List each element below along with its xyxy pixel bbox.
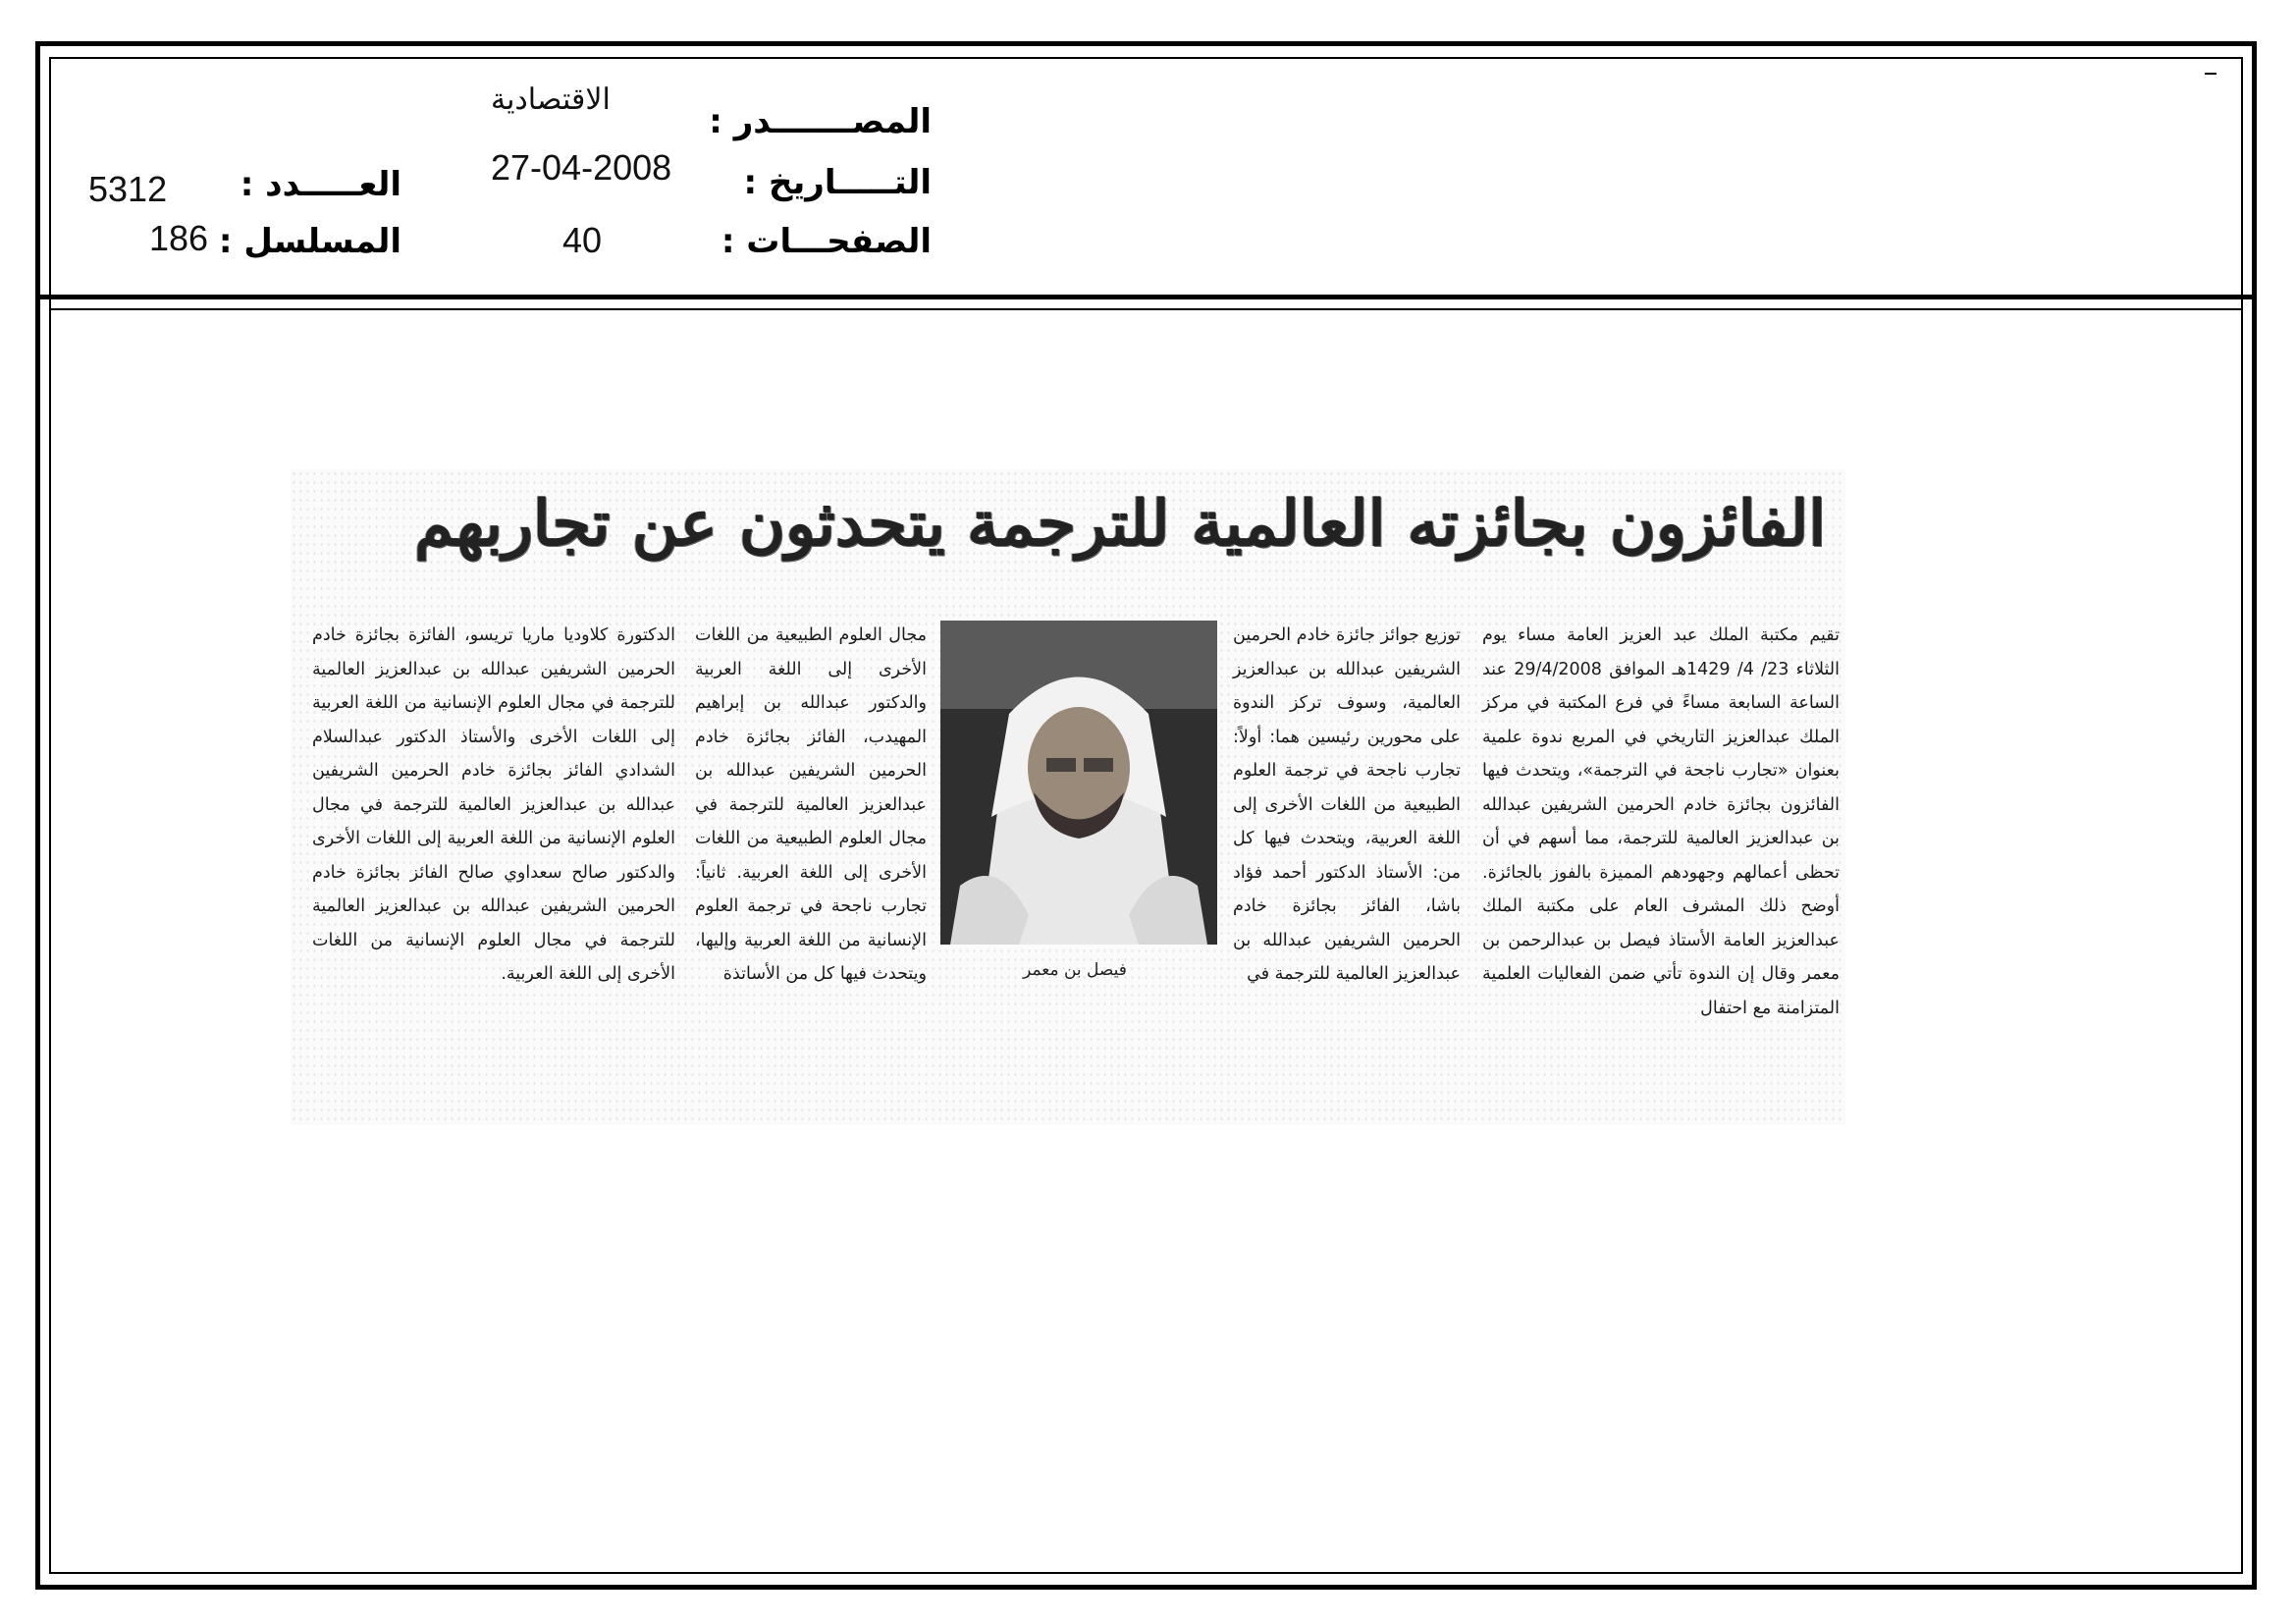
pages-label: الصفحـــات :	[721, 222, 932, 261]
corner-tick	[2205, 73, 2216, 75]
article-column-1: تقيم مكتبة الملك عبد العزيز العامة مساء يوم الثلاثاء 23/ 4/ 1429هـ الموافق 29/4/2008 عند الساعة السابعة مساءً في فرع المكتبة في مركز الملك عبدالعزيز التاريخي في المربع ندوة علمية بعنوان «تجارب ناجحة في الترجمة»، ويتحدث فيها الفائزون بجائزة خادم الحرمين الشريفين عبدالله بن عبدالعزيز العالمية للترجمة، مما أسهم في أن تحظى أعمالهم وجهودهم المميزة بالفوز بالجائزة. أوضح ذلك المشرف العام على مكتبة الملك عبدالعزيز العامة الأستاذ فيصل بن عبدالرحمن بن معمر وقال إن الندوة تأتي ضمن الفعاليات العلمية المتزامنة مع احتفال	[1482, 625, 1840, 1018]
serial-label: المسلسل :	[218, 222, 401, 261]
article-column-4: الدكتورة كلاوديا ماريا تريسو، الفائزة بجائزة خادم الحرمين الشريفين عبدالله بن عبدالعزيز العالمية للترجمة في مجال العلوم الإنسانية من اللغة العربية إلى اللغات الأخرى والأستاذ الدكتور عبدالسلام الشدادي الفائز بجائزة خادم الحرمين الشريفين عبدالله بن عبدالعزيز العالمية للترجمة في مجال العلوم الإنسانية من اللغة العربية إلى اللغات الأخرى والدكتور صالح سعداوي صالح الفائز بجائزة خادم الحرمين الشريفين عبدالله بن عبدالعزيز العالمية للترجمة في مجال العلوم الإنسانية من اللغات الأخرى إلى اللغة العربية.	[312, 625, 675, 984]
source-label: المصـــــــدر :	[709, 102, 932, 141]
portrait-illustration	[940, 621, 1217, 945]
date-label: التـــــاريخ :	[743, 163, 932, 202]
date-value: 27-04-2008	[491, 147, 672, 188]
serial-value: 186	[149, 218, 209, 258]
article-column-2: توزيع جوائز جائزة خادم الحرمين الشريفين عبدالله بن عبدالعزيز العالمية، وسوف تركز الندوة على محورين رئيسين هما: أولاً: تجارب ناجحة في ترجمة العلوم الطبيعية من اللغات الأخرى إلى اللغة العربية، ويتحدث فيها كل من: الأستاذ الدكتور أحمد فؤاد باشا، الفائز بجائزة خادم الحرمين الشريفين عبدالله بن عبدالعزيز العالمية للترجمة في	[1233, 625, 1461, 984]
article-column-3: مجال العلوم الطبيعية من اللغات الأخرى إلى اللغة العربية والدكتور عبدالله بن إبراهيم المهيدب، الفائز بجائزة خادم الحرمين الشريفين عبدالله بن عبدالعزيز العالمية للترجمة في مجال العلوم الطبيعية من اللغات الأخرى إلى اللغة العربية. ثانياً: تجارب ناجحة في ترجمة العلوم الإنسانية من اللغة العربية وإليها، ويتحدث فيها كل من الأساتذة	[695, 625, 927, 984]
pages-value: 40	[562, 220, 603, 260]
issue-label: العـــــدد :	[240, 165, 401, 204]
source-value: الاقتصادية	[491, 83, 611, 116]
photo-caption: فيصل بن معمر	[1023, 960, 1127, 980]
portrait-photo	[940, 621, 1217, 945]
header-divider	[35, 295, 2257, 299]
article-headline: الفائزون بجائزته العالمية للترجمة يتحدثون عن تجاربهم	[414, 487, 1826, 561]
header-divider-inner	[49, 308, 2243, 310]
issue-value: 5312	[88, 169, 168, 209]
